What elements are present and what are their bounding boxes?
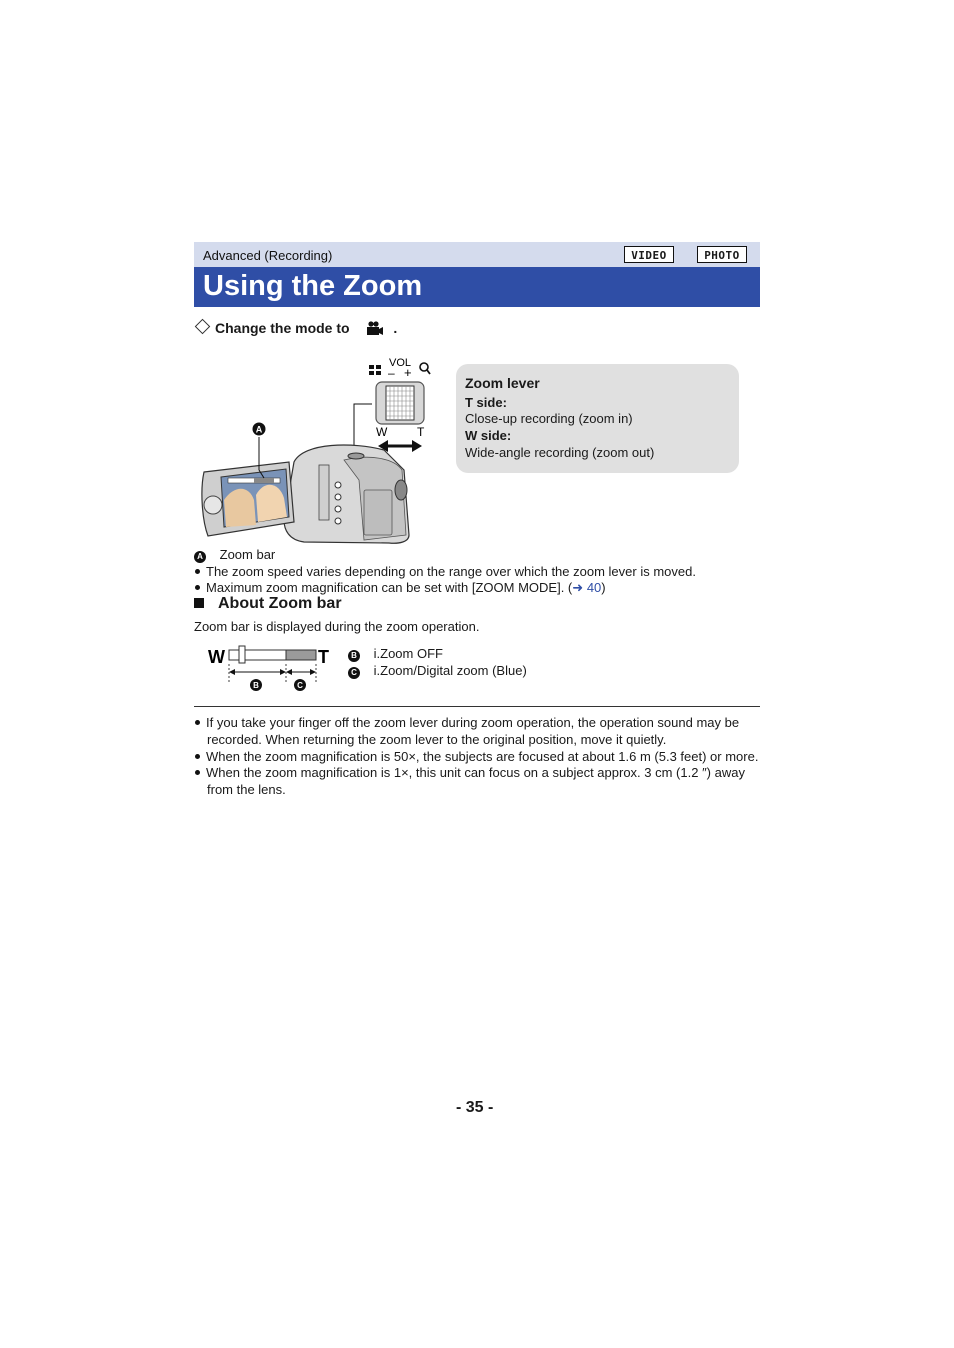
- section-label: Advanced (Recording): [203, 248, 333, 263]
- page-ref-link[interactable]: 40: [586, 580, 602, 595]
- lever-minus-label: –: [388, 366, 395, 380]
- video-camera-mode-icon: [363, 320, 385, 336]
- thumbnail-icon: [369, 365, 381, 375]
- note-1x: [194, 765, 745, 780]
- zoom-bar-marker-c: C: [297, 681, 303, 690]
- note-zoom-speed: [194, 564, 696, 579]
- page-ref-arrow-icon: ➜: [572, 580, 584, 595]
- note-50x: [194, 749, 758, 764]
- t-side-desc: Close-up recording (zoom in): [465, 411, 633, 426]
- legend-b-text: i.Zoom OFF: [373, 646, 443, 661]
- legend-c: [348, 663, 527, 679]
- heading-text: About Zoom bar: [218, 595, 342, 612]
- magnifier-icon: [420, 363, 430, 374]
- note-text: The zoom speed varies depending on the range over which the zoom lever is moved.: [206, 564, 696, 579]
- lcd-panel: [202, 462, 294, 536]
- lever-plus-label: +: [404, 365, 412, 380]
- bullet-icon: [195, 770, 200, 775]
- video-mode-badge: VIDEO: [624, 246, 674, 263]
- mode-instruction: [194, 320, 397, 336]
- legend-c-text: i.Zoom/Digital zoom (Blue): [373, 663, 527, 678]
- note-line1: If you take your finger off the zoom lever during zoom operation, the operation sound may be: [206, 715, 740, 730]
- lever-t-label: T: [417, 425, 425, 439]
- bullet-icon: [195, 754, 200, 759]
- page-title: Using the Zoom: [203, 270, 423, 302]
- about-zoom-bar-heading: [194, 595, 342, 613]
- zoom-bar-illustration: [206, 642, 338, 694]
- zoom-bar-t: T: [318, 647, 329, 667]
- note-zoom-mode: [194, 580, 606, 596]
- note-line1: When the zoom magnification is 1×, this unit can focus on a subject approx. 3 cm (1.2 ″) away: [206, 765, 745, 780]
- note-finger-off: [194, 715, 739, 730]
- marker-a-badge: A: [194, 551, 206, 563]
- bullet-icon: [195, 720, 200, 725]
- zoom-bar-w: W: [208, 647, 225, 667]
- zoom-lever: [376, 382, 424, 424]
- callout-title: Zoom lever: [465, 375, 540, 391]
- note-1x-line2: from the lens.: [207, 782, 286, 797]
- lever-w-label: W: [376, 425, 388, 439]
- camcorder-diagram: [194, 350, 444, 546]
- note-finger-off-line2: recorded. When returning the zoom lever to the original position, move it quietly.: [207, 732, 667, 747]
- t-side-label: T side:: [465, 395, 507, 410]
- marker-c-badge: C: [348, 667, 360, 679]
- note-text: Maximum zoom magnification can be set with [ZOOM MODE]. (: [206, 580, 573, 595]
- marker-b-badge: B: [348, 650, 360, 662]
- legend-a-text: Zoom bar: [219, 547, 276, 562]
- camcorder-body: [284, 445, 409, 543]
- legend-a: [194, 547, 275, 563]
- mode-instruction-text: Change the mode to: [215, 320, 350, 336]
- mode-instruction-suffix: .: [393, 320, 398, 336]
- section-divider: [194, 706, 760, 707]
- page-number: - 35 -: [456, 1099, 494, 1116]
- diamond-icon: [195, 319, 211, 335]
- about-description: Zoom bar is displayed during the zoom operation.: [194, 619, 480, 634]
- page-ref-close: ): [601, 580, 606, 595]
- bullet-icon: [195, 585, 200, 590]
- note-line1: When the zoom magnification is 50×, the subjects are focused at about 1.6 m (5.3 feet) or more.: [206, 749, 759, 764]
- zoom-bar-marker-b: B: [253, 681, 259, 690]
- lever-vol-label: VOL: [389, 357, 412, 369]
- legend-b: [348, 646, 443, 662]
- square-bullet-icon: [194, 598, 204, 608]
- w-side-label: W side:: [465, 428, 512, 443]
- photo-mode-badge: PHOTO: [697, 246, 747, 263]
- marker-a-letter: A: [255, 424, 263, 435]
- w-side-desc: Wide-angle recording (zoom out): [465, 445, 655, 460]
- bullet-icon: [195, 569, 200, 574]
